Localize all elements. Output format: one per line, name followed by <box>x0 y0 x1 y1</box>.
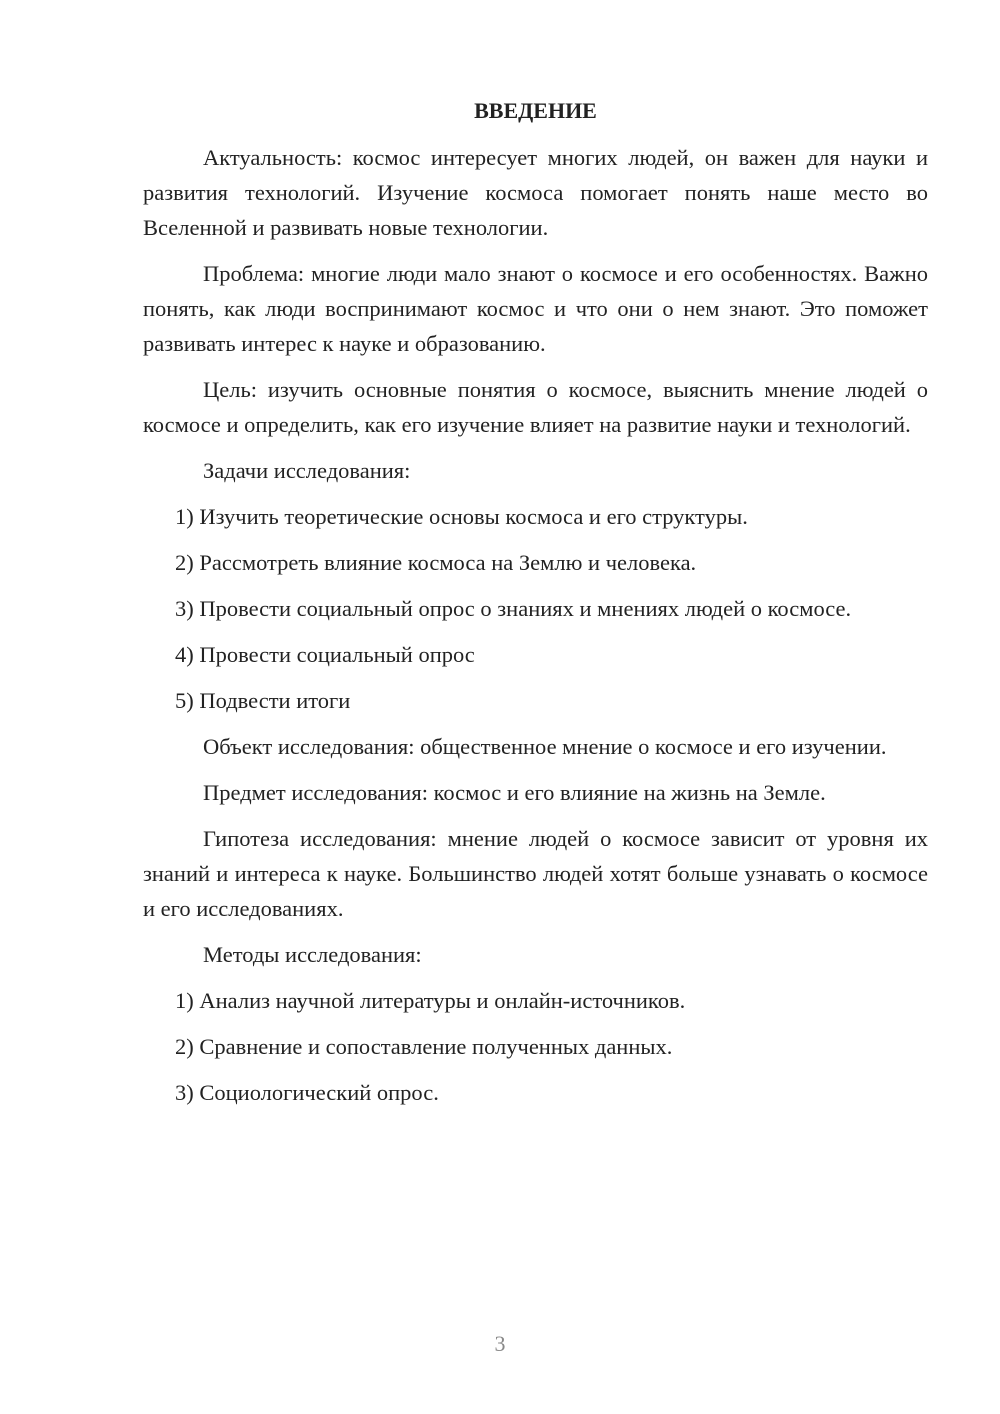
problem-paragraph: Проблема: многие люди мало знают о космосе и его особенностях. Важно понять, как люди воспринимают космос и что они о нем знают. Это поможет развивать интерес к науке и образованию. <box>143 261 928 356</box>
page-title: ВВЕДЕНИЕ <box>474 98 597 123</box>
methods-list <box>143 983 928 1110</box>
goal-paragraph: Цель: изучить основные понятия о космосе, выяснить мнение людей о космосе и определить, как его изучение влияет на развитие науки и технологий. <box>143 377 928 437</box>
list-item: 2) Сравнение и сопоставление полученных данных. <box>175 1034 673 1059</box>
list-item: 3) Провести социальный опрос о знаниях и мнениях людей о космосе. <box>175 596 852 621</box>
page-number: 3 <box>494 1331 506 1356</box>
list-item: 1) Анализ научной литературы и онлайн-источников. <box>175 988 686 1013</box>
hypothesis-paragraph: Гипотеза исследования: мнение людей о космосе зависит от уровня их знаний и интереса к науке. Большинство людей хотят больше узнавать о космосе и его исследованиях. <box>143 826 928 921</box>
tasks-heading: Задачи исследования: <box>203 458 411 483</box>
list-item: 4) Провести социальный опрос <box>175 642 475 667</box>
list-item: 2) Рассмотреть влияние космоса на Землю и человека. <box>175 550 697 575</box>
object-paragraph: Объект исследования: общественное мнение о космосе и его изучении. <box>203 734 887 759</box>
methods-heading: Методы исследования: <box>203 942 422 967</box>
tasks-list <box>143 499 928 718</box>
list-item: 1) Изучить теоретические основы космоса и его структуры. <box>175 504 748 529</box>
document-page <box>143 95 928 1121</box>
list-item: 5) Подвести итоги <box>175 688 351 713</box>
list-item: 3) Социологический опрос. <box>175 1080 439 1105</box>
relevance-paragraph: Актуальность: космос интересует многих людей, он важен для науки и развития технологий. Изучение космоса помогает понять наше место во Вселенной и развивать новые технологии. <box>143 145 928 240</box>
subject-paragraph: Предмет исследования: космос и его влияние на жизнь на Земле. <box>203 780 826 805</box>
